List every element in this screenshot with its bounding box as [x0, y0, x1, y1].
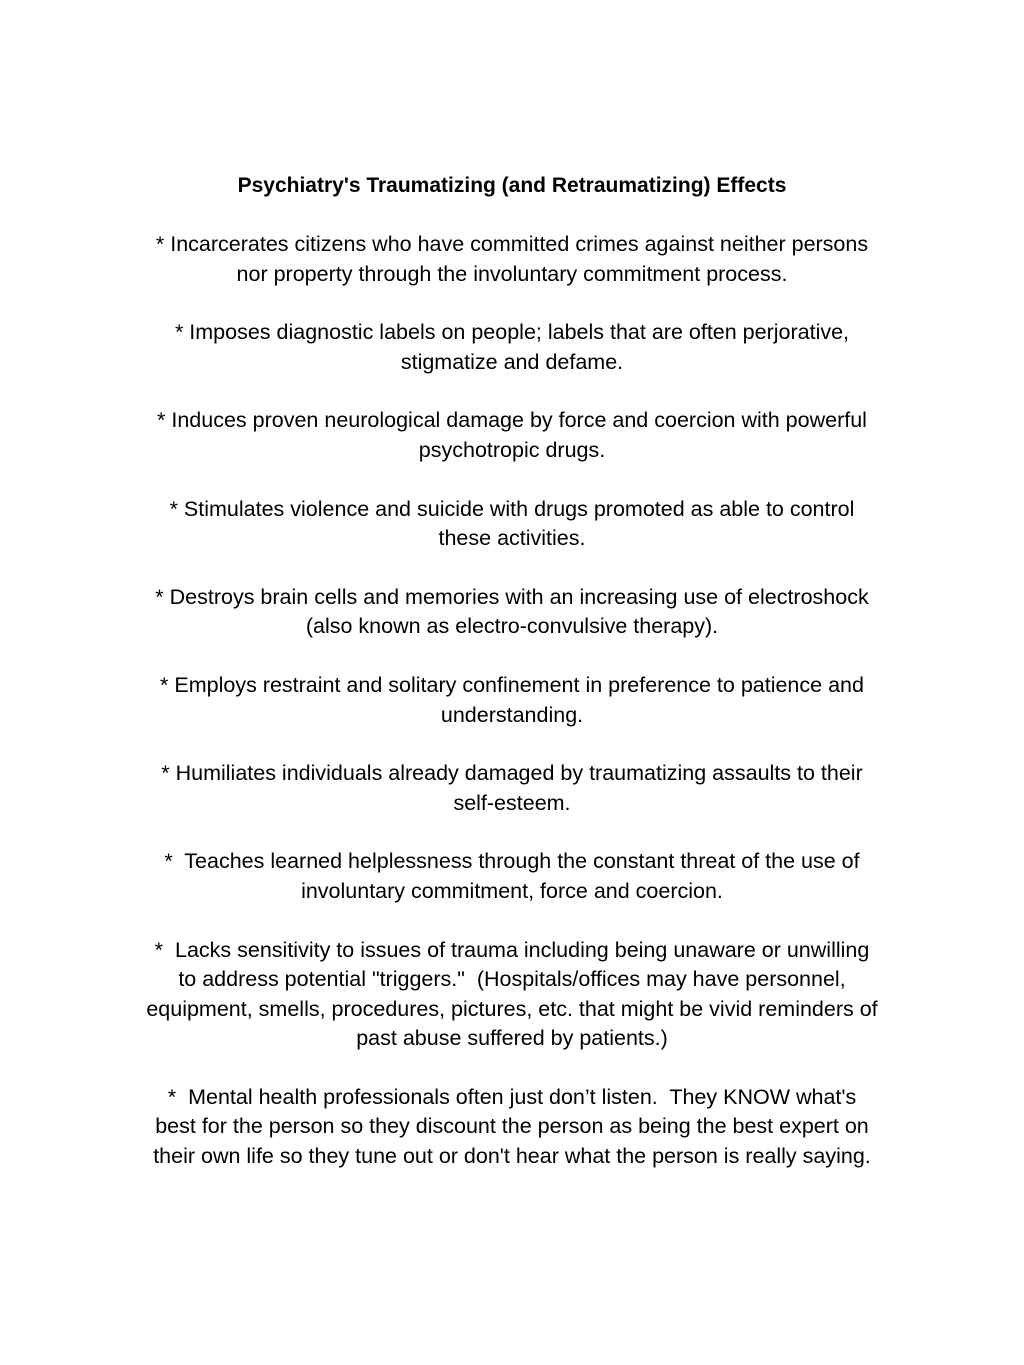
bullet-item: * Destroys brain cells and memories with an increasing use of electroshock (also known as electro-convulsive therapy).	[155, 584, 869, 639]
bullet-item: * Induces proven neurological damage by force and coercion with powerful psychotropic drugs.	[157, 408, 867, 462]
bullet-item: * Humiliates individuals already damaged by traumatizing assaults to their self-esteem.	[161, 761, 863, 815]
bullet-item: * Imposes diagnostic labels on people; labels that are often perjorative, stigmatize and defame.	[174, 320, 850, 374]
bullet-item: * Mental health professionals often just don’t listen. They KNOW what's best for the person so they discount the person as being the best expert on their own life so they tune out or don't hear what the person is really saying.	[153, 1084, 871, 1169]
bullet-item: * Lacks sensitivity to issues of trauma including being unaware or unwilling to address potential "triggers." (Hospitals/offices may have personnel, equipment, smells, procedures, pictures, etc. that might be vivid reminders of past abuse suffered by patients.)	[146, 937, 878, 1051]
bullet-item: * Incarcerates citizens who have committed crimes against neither persons nor property through the involuntary commitment process.	[155, 232, 869, 286]
document-body	[80, 171, 944, 1201]
bullet-item: * Teaches learned helplessness through the constant threat of the use of involuntary commitment, force and coercion.	[164, 849, 860, 903]
bullet-item: * Stimulates violence and suicide with drugs promoted as able to control these activities.	[169, 496, 855, 551]
document-title: Psychiatry's Traumatizing (and Retraumatizing) Effects	[237, 174, 787, 197]
bullet-item: * Employs restraint and solitary confinement in preference to patience and understanding.	[160, 672, 864, 727]
